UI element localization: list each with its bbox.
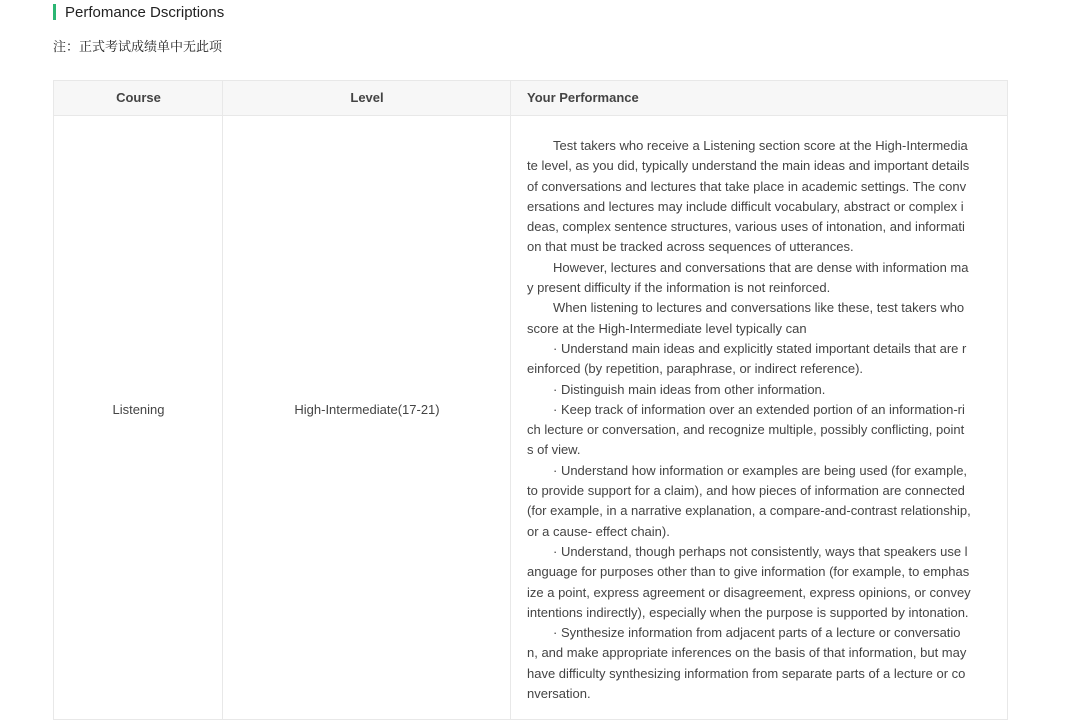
performance-line: ch lecture or conversation, and recognize multiple, possibly conflicting, point <box>527 422 965 438</box>
header-level: Level <box>350 90 384 105</box>
performance-line: on that must be tracked across sequences of utterances. <box>527 239 854 255</box>
performance-line: n, and make appropriate inferences on the basis of that information, but may <box>527 645 967 661</box>
performance-line: When listening to lectures and conversations like these, test takers who <box>527 300 965 316</box>
column-divider <box>222 81 223 719</box>
performance-line: · Understand, though perhaps not consistently, ways that speakers use l <box>527 543 968 559</box>
performance-table <box>53 80 1008 720</box>
performance-cell <box>527 136 995 704</box>
performance-line: or a cause- effect chain). <box>527 523 670 539</box>
performance-line: deas, complex sentence structures, various uses of intonation, and informati <box>527 219 965 235</box>
section-heading <box>53 2 224 22</box>
performance-line: ize a point, express agreement or disagreement, express opinions, or convey <box>527 584 971 600</box>
performance-line: · Synthesize information from adjacent parts of a lecture or conversatio <box>527 625 961 641</box>
performance-line: einforced (by repetition, paraphrase, or indirect reference). <box>527 361 864 377</box>
header-course: Course <box>116 90 161 105</box>
performance-line: nversation. <box>527 686 591 702</box>
performance-line: intentions indirectly), especially when the purpose is supported by intonation. <box>527 604 969 620</box>
level-cell: High-Intermediate(17-21) <box>294 402 440 417</box>
title-accent-bar <box>53 4 56 20</box>
performance-line: (for example, in a narrative explanation, a compare-and-contrast relationship, <box>527 503 971 519</box>
performance-line: y present difficulty if the information is not reinforced. <box>527 280 831 296</box>
performance-line: · Keep track of information over an extended portion of an information-ri <box>527 401 965 417</box>
performance-line: ersations and lectures may include difficult vocabulary, abstract or complex i <box>527 198 964 214</box>
performance-line: · Understand main ideas and explicitly stated important details that are r <box>527 340 967 356</box>
performance-line: to provide support for a claim), and how pieces of information are connected <box>527 483 965 499</box>
section-title: Perfomance Dscriptions <box>65 3 225 21</box>
performance-line: anguage for purposes other than to give information (for example, to emphas <box>527 564 970 580</box>
performance-line: · Understand how information or examples are being used (for example, <box>527 462 968 478</box>
header-performance: Your Performance <box>527 90 639 105</box>
course-cell: Listening <box>112 402 165 417</box>
performance-line: However, lectures and conversations that are dense with information ma <box>527 259 969 275</box>
performance-line: · Distinguish main ideas from other information. <box>527 381 826 397</box>
performance-line: Test takers who receive a Listening section score at the High-Intermedia <box>527 138 968 153</box>
performance-line: score at the High-Intermediate level typically can <box>527 320 807 336</box>
performance-line: of conversations and lectures that take place in academic settings. The conv <box>527 178 967 194</box>
performance-line: s of view. <box>527 442 581 458</box>
performance-line: have difficulty synthesizing information from separate parts of a lecture or co <box>527 665 966 681</box>
table-header <box>54 81 1007 116</box>
column-divider <box>510 81 511 719</box>
performance-line: te level, as you did, typically understand the main ideas and important details <box>527 158 970 174</box>
note-text: 注：正式考试成绩单中无此项 <box>53 40 223 55</box>
